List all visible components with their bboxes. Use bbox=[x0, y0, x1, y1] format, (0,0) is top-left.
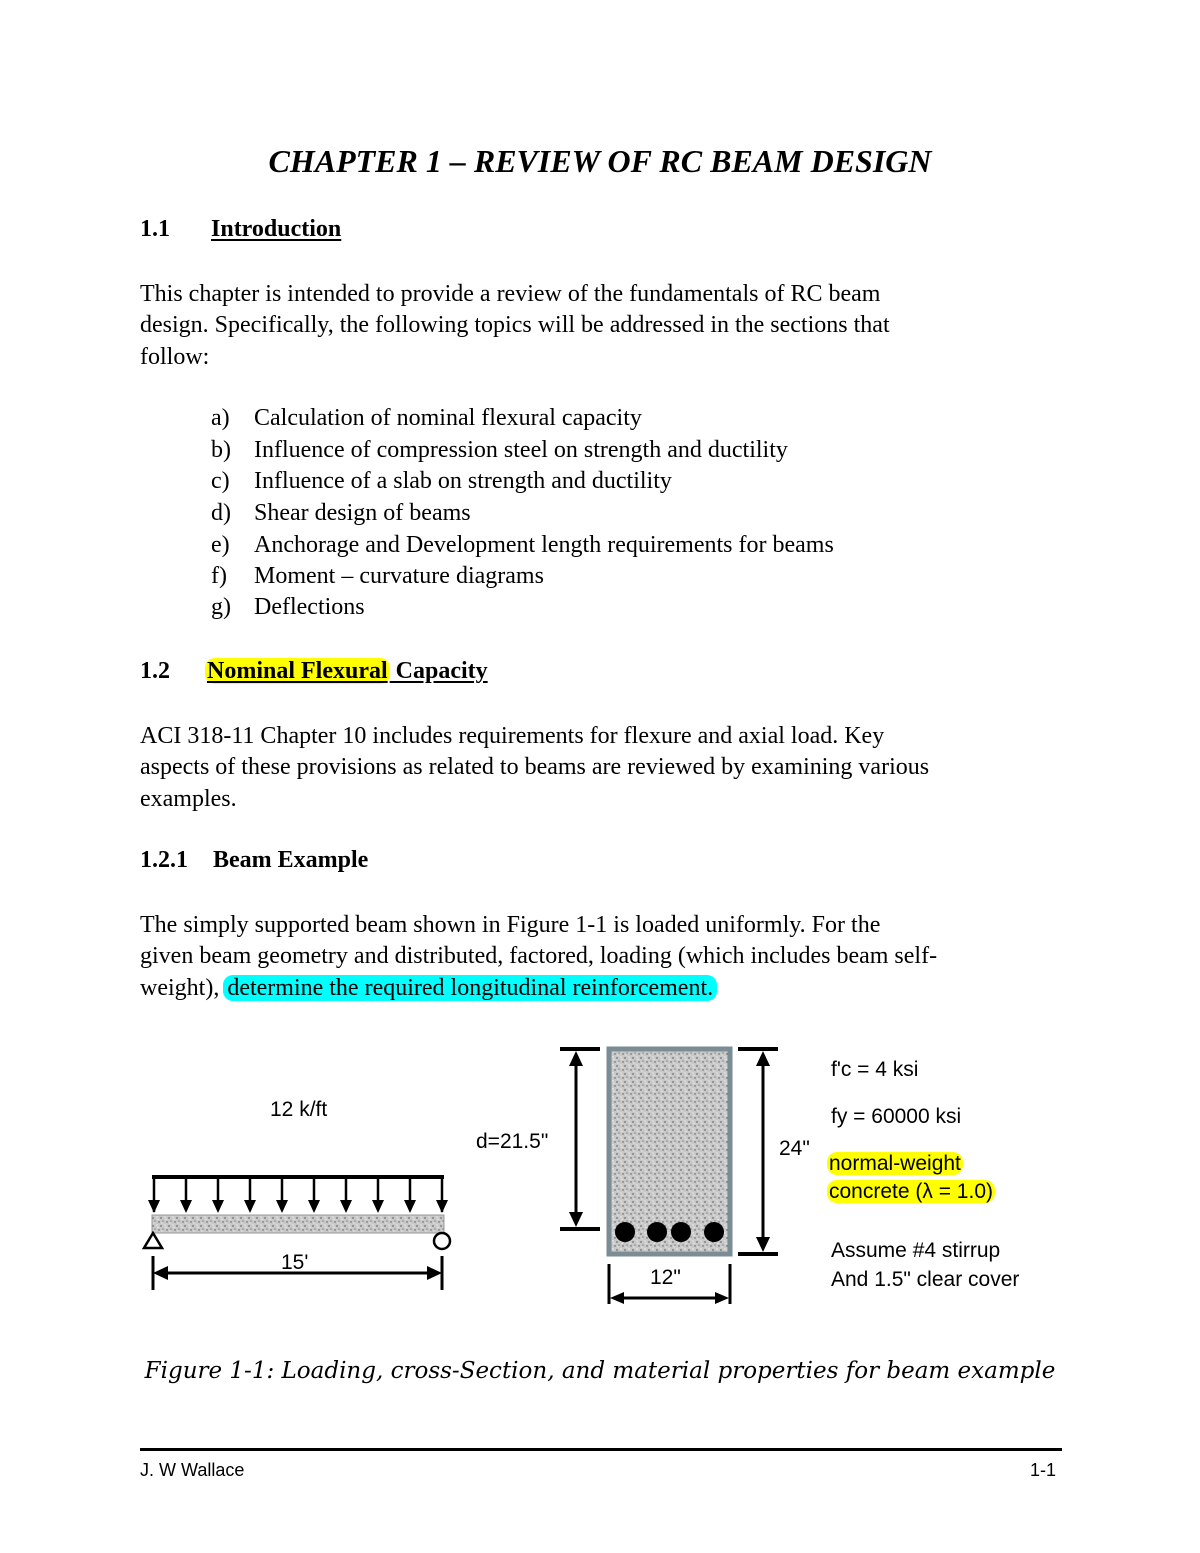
aci-line-1: ACI 318-11 Chapter 10 includes requirements for flexure and axial load. Key bbox=[140, 723, 885, 749]
load-arrow-icon bbox=[244, 1177, 256, 1213]
height-label: 24" bbox=[779, 1137, 810, 1160]
section-number-1-1: 1.1 bbox=[140, 216, 170, 242]
load-arrow-icon bbox=[372, 1177, 384, 1213]
rebar-bar bbox=[671, 1222, 691, 1242]
beam-elevation bbox=[152, 1215, 444, 1233]
example-line-2: given beam geometry and distributed, factored, loading (which includes beam self- bbox=[140, 943, 938, 969]
assumption-line-2: And 1.5" clear cover bbox=[831, 1268, 1020, 1291]
load-arrow-icon bbox=[340, 1177, 352, 1213]
load-arrow-icon bbox=[180, 1177, 192, 1213]
highlighted-task-text: determine the required longitudinal reinforcement. bbox=[223, 975, 717, 1001]
footer-author: J. W Wallace bbox=[140, 1460, 245, 1480]
example-line-3: weight), determine the required longitudinal reinforcement. bbox=[140, 973, 717, 1005]
section-heading-introduction: Introduction bbox=[211, 216, 342, 242]
intro-line-2: design. Specifically, the following topics will be addressed in the sections that bbox=[140, 312, 890, 338]
list-item: Shear design of beams bbox=[254, 500, 471, 526]
figure-caption: Figure 1-1: Loading, cross-Section, and material properties for beam example bbox=[144, 1358, 1056, 1384]
rebar-bar bbox=[647, 1222, 667, 1242]
aci-line-3: examples. bbox=[140, 786, 237, 812]
list-item-marker: f) bbox=[211, 563, 227, 589]
section-number-1-2: 1.2 bbox=[140, 658, 170, 684]
list-item: Deflections bbox=[254, 594, 365, 620]
chapter-title: CHAPTER 1 – REVIEW OF RC BEAM DESIGN bbox=[268, 143, 932, 179]
load-arrow-icon bbox=[308, 1177, 320, 1213]
list-item: Influence of a slab on strength and ductility bbox=[254, 468, 672, 494]
effective-depth-label: d=21.5" bbox=[476, 1130, 549, 1153]
concrete-type-line-2: concrete (λ = 1.0) bbox=[829, 1180, 993, 1203]
list-item-marker: d) bbox=[211, 500, 231, 526]
list-item: Moment – curvature diagrams bbox=[254, 563, 544, 589]
list-item-marker: b) bbox=[211, 437, 231, 463]
assumption-line-1: Assume #4 stirrup bbox=[831, 1239, 1001, 1262]
uniform-load bbox=[148, 1177, 448, 1213]
intro-line-1: This chapter is intended to provide a review of the fundamentals of RC beam bbox=[140, 281, 881, 307]
load-label: 12 k/ft bbox=[270, 1098, 328, 1121]
concrete-type-line-1: normal-weight bbox=[829, 1152, 961, 1175]
steel-yield-label: fy = 60000 ksi bbox=[831, 1105, 962, 1128]
rebar-bar bbox=[615, 1222, 635, 1242]
load-arrow-icon bbox=[212, 1177, 224, 1213]
section-heading-nominal-flexural-capacity: Nominal Flexural Capacity bbox=[207, 658, 488, 684]
list-item-marker: a) bbox=[211, 405, 230, 431]
footer-rule bbox=[140, 1448, 1062, 1451]
section-number-1-2-1: 1.2.1 bbox=[140, 847, 188, 873]
pin-support-icon bbox=[144, 1233, 162, 1248]
list-item: Anchorage and Development length requirements for beams bbox=[254, 532, 834, 558]
intro-line-3: follow: bbox=[140, 344, 210, 370]
concrete-strength-label: f'c = 4 ksi bbox=[831, 1058, 919, 1081]
list-item-marker: g) bbox=[211, 594, 231, 620]
footer-page-number: 1-1 bbox=[1030, 1460, 1057, 1480]
load-arrow-icon bbox=[276, 1177, 288, 1213]
rebar-bar bbox=[704, 1222, 724, 1242]
highlighted-heading-text: Nominal Flexural bbox=[207, 658, 388, 684]
span-label: 15' bbox=[281, 1251, 309, 1274]
width-label: 12" bbox=[650, 1266, 681, 1289]
list-item-marker: c) bbox=[211, 468, 230, 494]
load-arrow-icon bbox=[404, 1177, 416, 1213]
roller-support-icon bbox=[434, 1233, 450, 1249]
list-item: Calculation of nominal flexural capacity bbox=[254, 405, 642, 431]
list-item-marker: e) bbox=[211, 532, 230, 558]
section-heading-beam-example: Beam Example bbox=[213, 847, 369, 873]
height-dimension bbox=[738, 1049, 778, 1254]
aci-line-2: aspects of these provisions as related to beams are reviewed by examining various bbox=[140, 754, 930, 780]
list-item: Influence of compression steel on strength and ductility bbox=[254, 437, 788, 463]
example-line-1: The simply supported beam shown in Figure 1-1 is loaded uniformly. For the bbox=[140, 912, 881, 938]
effective-depth-dimension bbox=[560, 1049, 600, 1229]
